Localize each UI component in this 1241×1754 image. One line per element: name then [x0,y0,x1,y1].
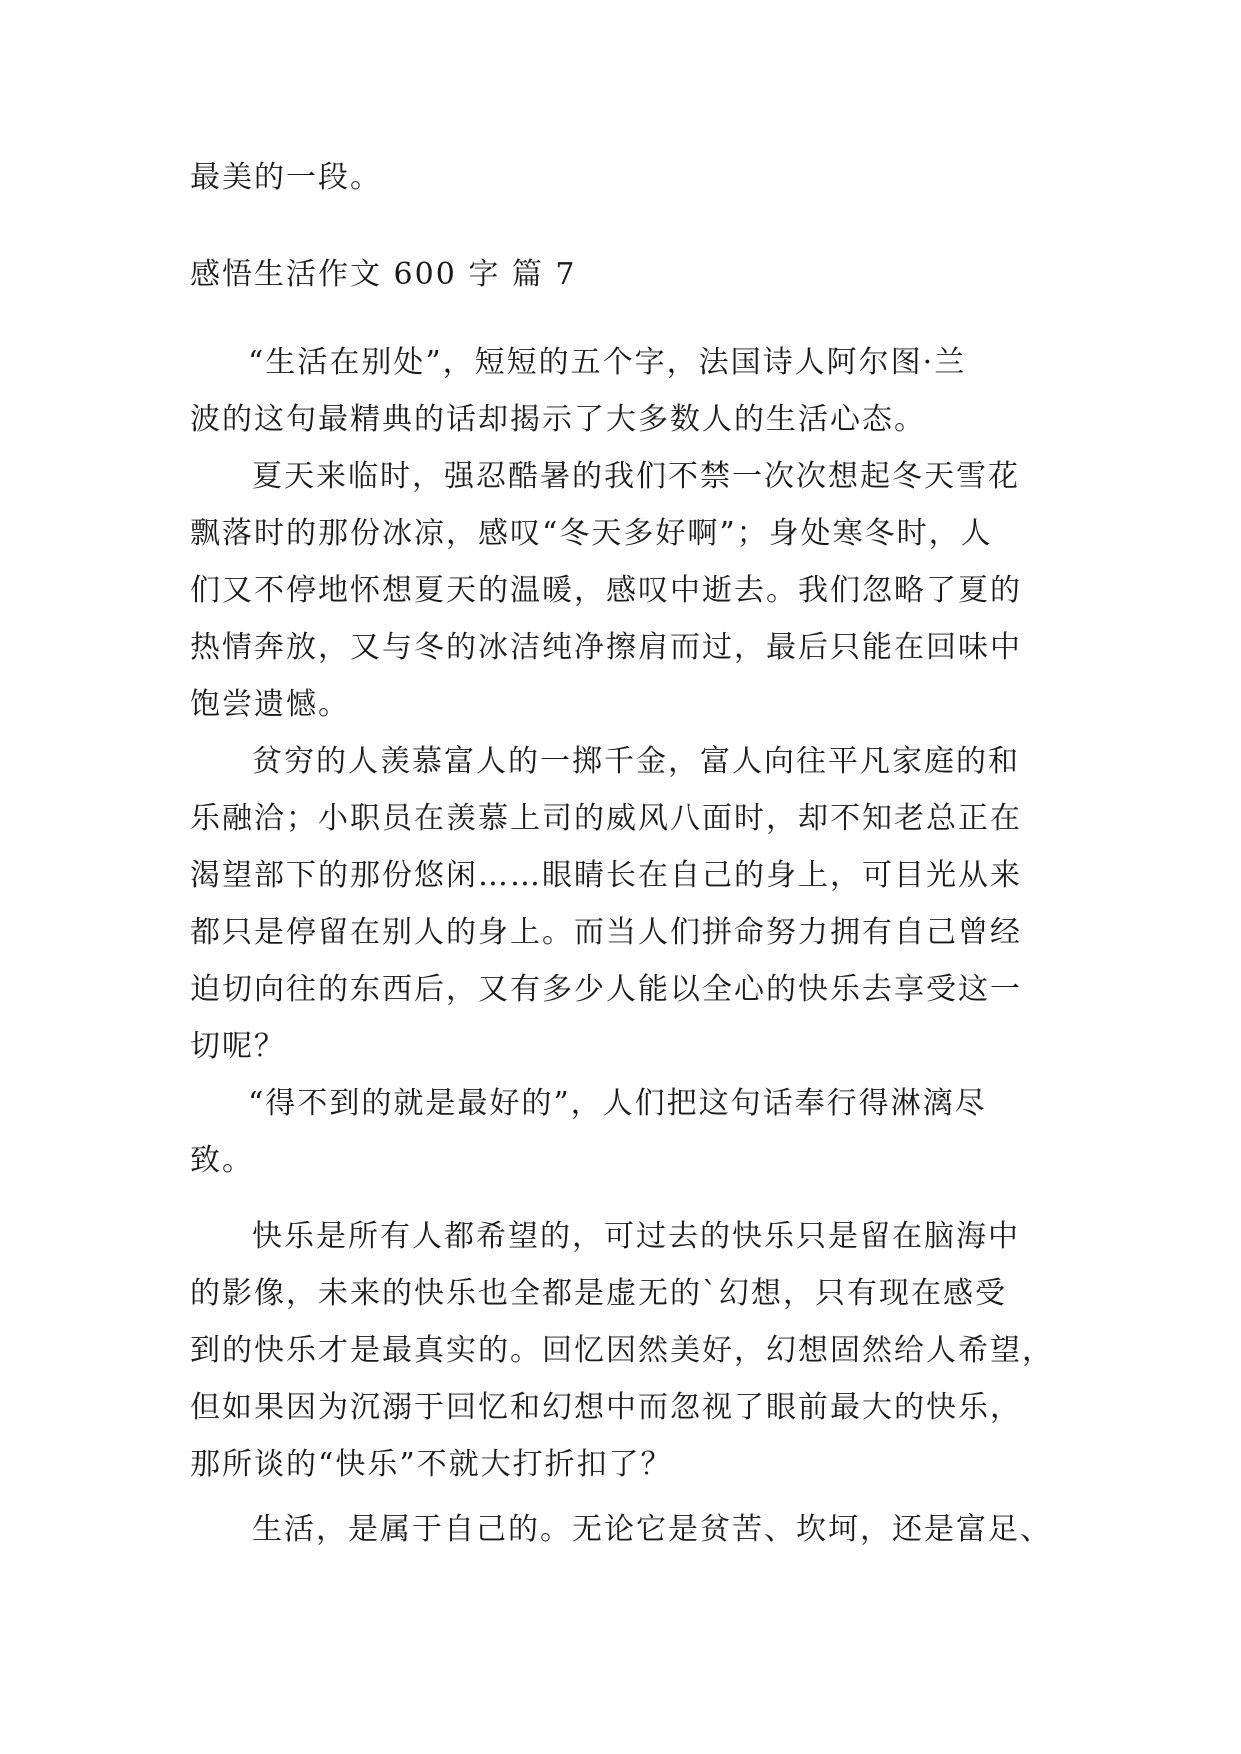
text-line: “生活在别处”，短短的五个字，法国诗人阿尔图·兰 [248,345,967,380]
text-line: 乐融洽；小职员在羡慕上司的威风八面时，却不知老总正在 [190,801,1022,836]
text-line: 飘落时的那份冰凉，感叹“冬天多好啊”；身处寒冬时，人 [190,516,993,551]
text-line: 生活，是属于自己的。无论它是贫苦、坎坷，还是富足、 [252,1512,1052,1547]
text-line: 的影像，未来的快乐也全都是虚无的`幻想，只有现在感受 [190,1276,1007,1311]
text-line: 们又不停地怀想夏天的温暖，感叹中逝去。我们忽略了夏的 [190,573,1022,608]
text-line: 最美的一段。 [190,160,382,195]
text-line: “得不到的就是最好的”，人们把这句话奉行得淋漓尽 [248,1086,987,1121]
text-line: 贫穷的人羡慕富人的一掷千金，富人向往平凡家庭的和 [252,744,1020,779]
text-line: 那所谈的“快乐”不就大打折扣了？ [190,1447,673,1482]
text-line: 热情奔放，又与冬的冰洁纯净擦肩而过，最后只能在回味中 [190,630,1022,665]
text-line: 切呢？ [190,1029,286,1064]
text-line: 夏天来临时，强忍酷暑的我们不禁一次次想起冬天雪花 [252,459,1020,494]
text-line: 但如果因为沉溺于回忆和幻想中而忽视了眼前最大的快乐， [190,1390,1022,1425]
text-line: 渴望部下的那份悠闲……眼睛长在自己的身上，可目光从来 [190,858,1022,893]
text-line: 迫切向往的东西后，又有多少人能以全心的快乐去享受这一 [190,972,1022,1007]
text-line: 都只是停留在别人的身上。而当人们拼命努力拥有自己曾经 [190,915,1022,950]
section-heading: 感悟生活作文 600 字 篇 7 [190,257,577,292]
text-line: 饱尝遗憾。 [190,687,350,722]
text-line: 到的快乐才是最真实的。回忆因然美好，幻想固然给人希望， [190,1333,1054,1368]
text-line: 快乐是所有人都希望的，可过去的快乐只是留在脑海中 [252,1219,1020,1254]
text-line: 波的这句最精典的话却揭示了大多数人的生活心态。 [190,402,926,437]
text-line: 致。 [190,1143,254,1178]
